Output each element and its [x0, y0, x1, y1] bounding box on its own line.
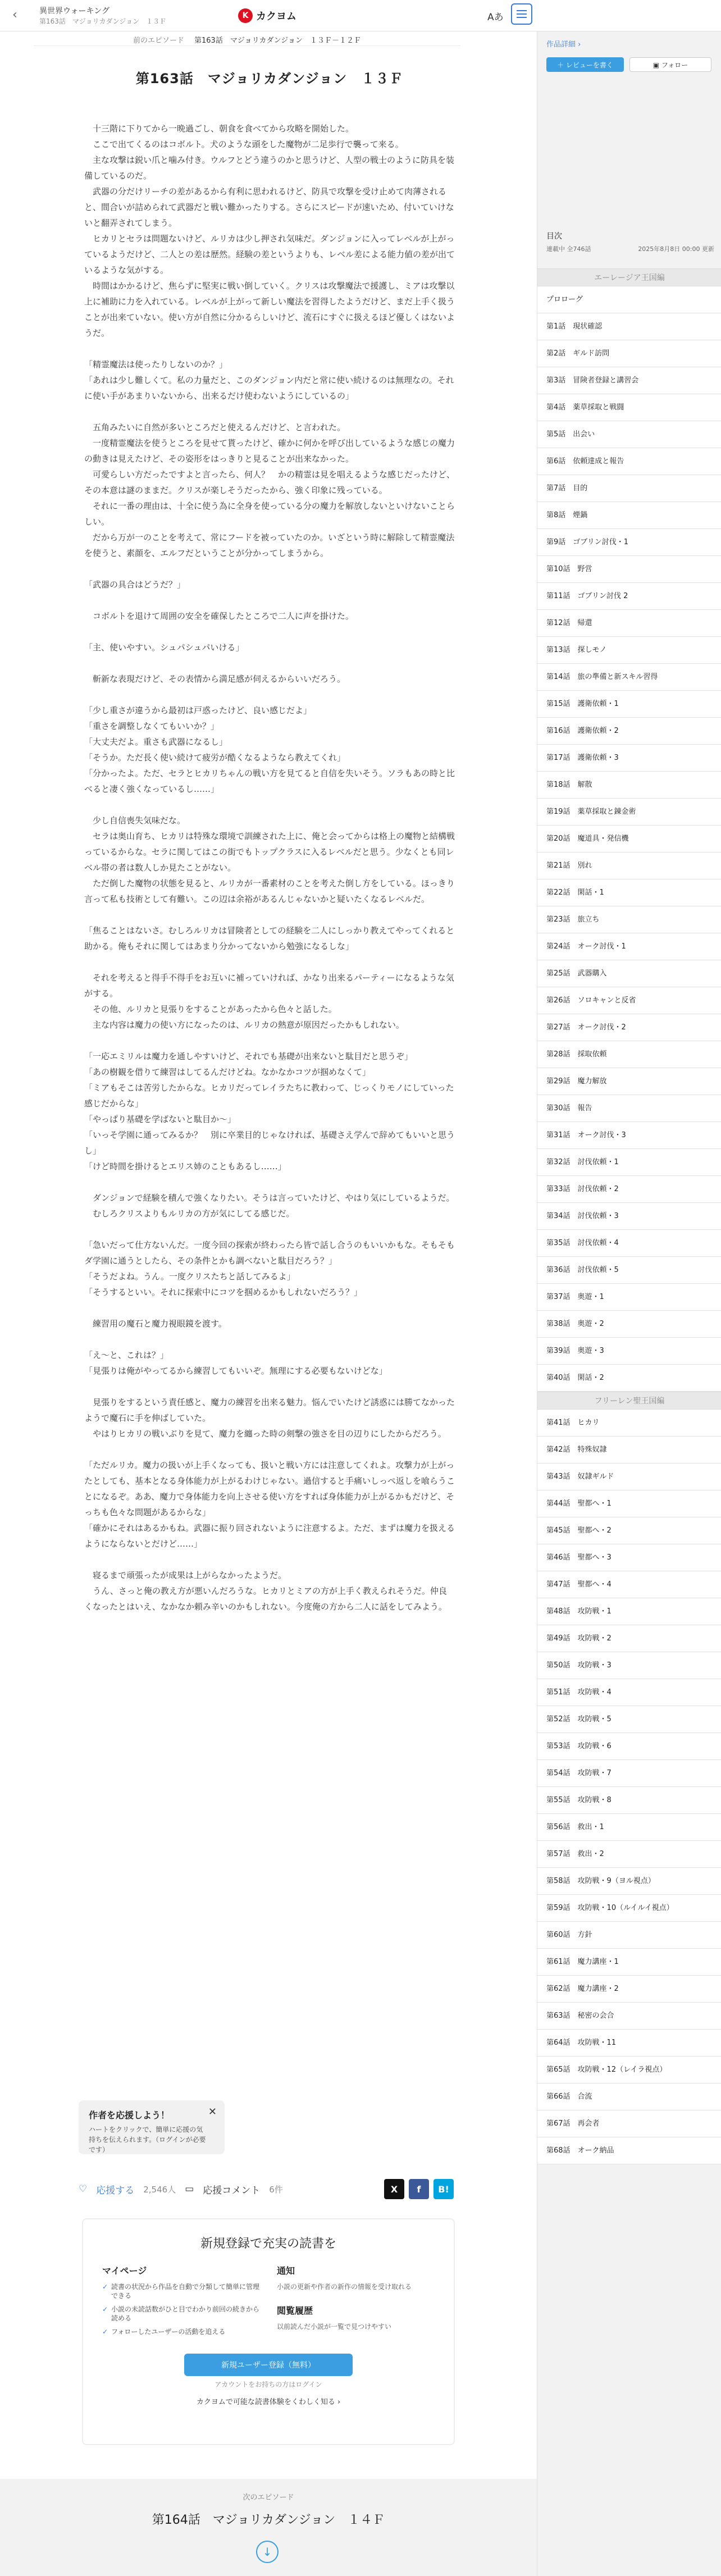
- menu-icon[interactable]: [511, 3, 532, 25]
- hatena-share-button[interactable]: B!: [433, 2179, 454, 2199]
- toc-episode-link[interactable]: 第32話 討伐依頼・1: [537, 1149, 721, 1176]
- body-paragraph: [84, 954, 455, 970]
- toc-episode-link[interactable]: 第39話 奥遊・3: [537, 1338, 721, 1365]
- learn-more-link[interactable]: カクヨムで可能な読書体験をくわしく知る ›: [196, 2398, 341, 2406]
- body-paragraph: それに一番の理由は、十全に使う為に全身を使っている分の魔力を解放しないといけないことらしい。: [84, 501, 455, 527]
- body-paragraph: 「あの樹観を借りて練習はしてるんだけどね。なかなかコツが掴めなくて」: [84, 1067, 371, 1077]
- body-paragraph: むしろクリスよりもルリカの方が気にしてる感じだ。: [84, 1209, 295, 1219]
- toc-episode-link[interactable]: 第45話 聖都へ・2: [537, 1517, 721, 1544]
- episode-title: 第163話 マジョリカダンジョン １３Ｆ: [135, 71, 404, 86]
- body-paragraph: 「精霊魔法は使ったりしないのか？」: [84, 359, 228, 370]
- mypage-title: マイページ: [102, 2265, 147, 2276]
- toc-section-header: エーレージア王国編: [537, 268, 721, 286]
- body-paragraph: 「あれは少し難しくて。私の力量だと、このダンジョン内だと常に使い続けるのは無理なの。それに使い手があまりいないから、出来るだけ使わないようにしているの」: [84, 375, 454, 401]
- body-paragraph: 可愛らしい方だったですよと言ったら、何人？ かの精霊は見を唱えるような感じだったけど、その本意は謎のままだ。クリスが楽しそうだったから、強く印象に残っている。: [84, 469, 455, 495]
- toc-episode-link[interactable]: 第64話 攻防戦・11: [537, 2030, 721, 2057]
- comment-count[interactable]: 6件: [269, 2184, 283, 2195]
- body-paragraph: 「そうだよね。うん。一度クリスたちと話してみるよ」: [84, 1271, 295, 1282]
- body-paragraph: [84, 592, 455, 608]
- toc-label: 目次: [546, 232, 562, 241]
- toc-episode-link[interactable]: 第29話 魔力解放: [537, 1068, 721, 1095]
- body-paragraph: 武器の分だけリーチの差があるから有利に思われるけど、防具で攻撃を受け止めて肉薄されると、間合いが詰められて武器だと戦い難かったりする。さらにスピードが速いため、付いていけないと翻弄されてしまう。: [84, 186, 454, 228]
- body-paragraph: 「けど時間を掛けるとエリス姉のこともあるし……」: [84, 1161, 286, 1171]
- work-detail-link[interactable]: 作品詳細 ›: [546, 40, 581, 49]
- toc-episode-link[interactable]: 第2話 ギルド訪問: [537, 340, 721, 367]
- body-paragraph: [84, 1221, 455, 1237]
- body-paragraph: 「焦ることはないさ。むしろルリカは冒険者としての経験を二人にしっかり教えてやってくれると助かる。俺もそれに関してはあまり分かってないから勉強になるしな」: [84, 925, 455, 951]
- body-paragraph: ここで出てくるのはコボルト。犬のような頭をした魔物が二足歩行で襲って来る。: [84, 139, 404, 149]
- body-paragraph: 斬新な表現だけど、その表情から満足感が伺えるからいいだろう。: [84, 674, 346, 684]
- episode-nav: [34, 34, 460, 46]
- toc-episode-link[interactable]: 第54話 攻防戦・7: [537, 1760, 721, 1787]
- toc-episode-link[interactable]: 第15話 護衛依頼・1: [537, 691, 721, 718]
- toc-episode-link[interactable]: 第58話 攻防戦・9（ヨル視点）: [537, 1868, 721, 1895]
- body-paragraph: 「そうか。ただ長く使い続けて疲労が酷くなるようなら教えてくれ」: [84, 753, 346, 763]
- episode-body: [84, 121, 455, 1615]
- toc-episode-link[interactable]: 第62話 魔力講座・2: [537, 1976, 721, 2003]
- body-paragraph: [84, 1174, 455, 1190]
- sidebar: [537, 0, 721, 2576]
- body-paragraph: ダンジョンで経験を積んで強くなりたい。そうは言っていたけど、やはり気にしているようだ。: [84, 1193, 455, 1203]
- x-share-button[interactable]: X: [384, 2179, 404, 2199]
- body-paragraph: 「ただルリカ。魔力の扱いが上手くなっても、扱いと戦い方には注意してくれよ。攻撃力が上がったとしても、基本となる身体能力が上がるわけじゃない。過信すると手痛いしっぺ返しを喰らうことになるぞ。ああ、魔力で身体能力を向上させる使い方をすれば身体能力が上がるかもだけど、そっちも色々な問題があるからな」: [84, 1460, 455, 1517]
- heart-icon[interactable]: ♡: [79, 2183, 88, 2195]
- toc-episode-link[interactable]: 第27話 オーク討伐・2: [537, 1014, 721, 1041]
- body-paragraph: [84, 1442, 455, 1457]
- toc-episode-link[interactable]: 第20話 魔道具・発信機: [537, 826, 721, 852]
- body-paragraph: その他、ルリカと見張りをすることがあったから色々と話した。: [84, 1004, 337, 1014]
- episode-count: 連載中 全746話: [546, 245, 591, 253]
- body-paragraph: ヒカリとセラは問題ないけど、ルリカは少し押され気味だ。ダンジョンに入ってレベルが上がっているようだけど、二人との差は歴然。経験の差というよりも、レベル差による能力値の差が出ているような気がする。: [84, 234, 455, 275]
- notify-title: 通知: [277, 2265, 295, 2276]
- body-paragraph: [84, 797, 455, 813]
- history-text: 以前読んだ小説が一覧で見つけやすい: [277, 2323, 392, 2331]
- body-paragraph: 見張りをするという責任感と、魔力の練習を出来る魅力。悩んでいたけど誘惑には勝てなかったようで魔石に手を伸ばしていた。: [84, 1397, 455, 1423]
- toc-episode-link[interactable]: 第55話 攻防戦・8: [537, 1787, 721, 1814]
- body-paragraph: ただ倒した魔物の状態を見ると、ルリカが一番素材のことを考えた倒し方をしている。ほっきり言って私も技術として有難い。この辺は余裕があるんじゃないかと疑いたくなるレベルだ。: [84, 878, 455, 904]
- toc-episode-link[interactable]: 第50話 攻防戦・3: [537, 1652, 721, 1679]
- body-paragraph: 「確かにそれはあるかもね。武器に振り回されないように注意するよ。ただ、まずは魔力を扱えるようにならないとだけど……」: [84, 1523, 455, 1549]
- toc-episode-link[interactable]: 第43話 奴隷ギルド: [537, 1463, 721, 1490]
- body-paragraph: 練習用の魔石と魔力視眼鏡を渡す。: [84, 1319, 227, 1329]
- toc-episode-link[interactable]: 第6話 依頼達成と報告: [537, 448, 721, 475]
- toc-episode-link[interactable]: 第24話 オーク討伐・1: [537, 933, 721, 960]
- body-paragraph: [84, 655, 455, 671]
- body-paragraph: 一度精霊魔法を使うところを見せて貰ったけど、確かに何かを呼び出しているような感じの魔力の動きは見えたけど、その姿形をはっきりと見ることが出来なかった。: [84, 438, 455, 464]
- toc-episode-link[interactable]: 第28話 採取依頼: [537, 1041, 721, 1068]
- toc-episode-link[interactable]: プロローグ: [537, 286, 721, 313]
- toc-episode-link[interactable]: 第18話 解散: [537, 772, 721, 799]
- toc-episode-link[interactable]: 第34話 討伐依頼・3: [537, 1203, 721, 1230]
- comment-button[interactable]: 応援コメント: [203, 2185, 261, 2196]
- toc-episode-link[interactable]: 第22話 閑話・1: [537, 879, 721, 906]
- register-button[interactable]: 新規ユーザー登録（無料）: [184, 2354, 353, 2376]
- body-paragraph: 「いっそ学園に通ってみるか？ 別に卒業目的じゃなければ、基礎さえ学んで辞めてもいいと思うし」: [84, 1130, 455, 1156]
- site-logo[interactable]: [238, 8, 296, 23]
- toc-episode-link[interactable]: 第9話 ゴブリン討伐・1: [537, 529, 721, 556]
- toc-episode-link[interactable]: 第60話 方針: [537, 1922, 721, 1949]
- toc-episode-link[interactable]: 第4話 薬草採取と戦闘: [537, 394, 721, 421]
- toc-episode-link[interactable]: 第33話 討伐依頼・2: [537, 1176, 721, 1203]
- body-paragraph: 「一応エミリルは魔力を通しやすいけど、それでも基礎が出来ないと駄目だと思うぞ」: [84, 1051, 413, 1061]
- mypage-feature: ✓ 小説の未読話数がひと目でわかり前回の続きから読める: [102, 2305, 260, 2323]
- body-paragraph: [84, 404, 455, 420]
- toc-episode-link[interactable]: 第36話 討伐依頼・5: [537, 1257, 721, 1284]
- body-paragraph: 主な内容は魔力の使い方になったのは、ルリカの熱意が原因だったかもしれない。: [84, 1020, 404, 1030]
- toc-episode-link[interactable]: 第68話 オーク納品: [537, 2137, 721, 2164]
- top-header: [0, 0, 721, 31]
- body-paragraph: それを考えると得手不得手をお互いに補っていければ、かなり出来るパーティーになるような気がする。: [84, 973, 454, 999]
- toc-episode-link[interactable]: 第5話 出会い: [537, 421, 721, 448]
- cheer-button[interactable]: 応援する: [96, 2185, 135, 2196]
- toc-episode-link[interactable]: 第48話 攻防戦・1: [537, 1598, 721, 1625]
- prev-episode-link[interactable]: 前のエピソード: [133, 37, 185, 45]
- body-paragraph: 「大丈夫だよ。重さも武器になるし」: [84, 737, 228, 747]
- toc-episode-link[interactable]: 第38話 奥遊・2: [537, 1311, 721, 1338]
- toc-episode-link[interactable]: 第19話 薬草採取と錬金術: [537, 799, 721, 826]
- toc-section-header: フリーレン聖王国編: [537, 1392, 721, 1410]
- toc-episode-link[interactable]: 第30話 報告: [537, 1095, 721, 1122]
- toc-episode-link[interactable]: 第7話 目的: [537, 475, 721, 502]
- body-paragraph: [84, 1300, 455, 1316]
- episode-subtitle: 第163話 マジョリカダンジョン １３Ｆ: [39, 17, 167, 25]
- toc-episode-link[interactable]: 第26話 ソロキャンと反省: [537, 987, 721, 1014]
- body-paragraph: [84, 341, 455, 357]
- logo-text: カクヨム: [256, 11, 296, 22]
- body-paragraph: うん、さっと俺の教え方が悪いんだろうな。ヒカリとミアの方が上手く教えられそうだ。仲良くなったとはいえ、なかなか頼み辛いのかもしれない。今度俺の方から二人に話をしてみよう。: [84, 1586, 447, 1612]
- toc-episode-link[interactable]: 第51話 攻防戦・4: [537, 1679, 721, 1706]
- body-paragraph: コボルトを退けて周囲の安全を確保したところで二人に声を掛けた。: [84, 611, 354, 621]
- next-episode[interactable]: [0, 2479, 537, 2576]
- logo-mark-icon: K: [238, 8, 253, 23]
- next-episode-title[interactable]: 第164話 マジョリカダンジョン １４Ｆ: [152, 2513, 385, 2527]
- toc-episode-link[interactable]: 第23話 旅立ち: [537, 906, 721, 933]
- toc-episode-link[interactable]: 第21話 別れ: [537, 852, 721, 879]
- body-paragraph: セラは奥山育ち、ヒカリは特殊な環境で訓練された上に、俺と会ってからは格上の魔物と結構戦っているからな。セラに関してはこの街でもトップクラスに入るレベルだと思う。少なくとも同レベル帯の者は数人しか見たことがない。: [84, 831, 455, 873]
- mypage-feature: ✓ 読書の状況から作品を自動で分類して簡単に管理できる: [102, 2282, 260, 2300]
- toc-episode-link[interactable]: 第11話 ゴブリン討伐 2: [537, 583, 721, 610]
- body-paragraph: [84, 1033, 455, 1048]
- body-paragraph: 主な攻撃は鋭い爪と噛み付き。ウルフとどう違うのかと思うけど、人型の戦士のように防具を装備しているのだ。: [84, 155, 454, 181]
- chevron-left-icon[interactable]: ‹: [12, 8, 17, 22]
- updated-date: 2025年8月8日 00:00 更新: [638, 245, 714, 253]
- body-paragraph: 「分かったよ。ただ、セラとヒカリちゃんの戦い方を見てると自信を失いそう。ソラもあの時と比べると凄く強くなっているし……」: [84, 768, 455, 794]
- body-paragraph: 「少し重さが違うから最初は戸惑ったけど、良い感じだよ」: [84, 705, 312, 715]
- cheer-title: 作者を応援しよう！: [89, 2110, 170, 2121]
- toc-episode-link[interactable]: 第37話 奥遊・1: [537, 1284, 721, 1311]
- text-size-button[interactable]: Aあ: [487, 12, 504, 23]
- toc-episode-link[interactable]: 第31話 オーク討伐・3: [537, 1122, 721, 1149]
- body-paragraph: 「主、使いやすい。シュパシュパいける」: [84, 642, 244, 653]
- body-paragraph: 「急いだって仕方ないんだ。一度今回の探索が終わったら皆で話し合うのもいいかもな。そもそもダ学園に通うとしたら、その条件とかも調べないと駄目だろう？」: [84, 1240, 455, 1266]
- body-paragraph: [84, 907, 455, 923]
- mypage-feature: ✓ フォローしたユーザーの活動を追える: [102, 2327, 260, 2336]
- cheer-text: ハートをクリックで、簡単に応援の気持ちを伝えられます。（ログインが必要です）: [89, 2126, 206, 2154]
- toc-episode-link[interactable]: 第66話 合流: [537, 2083, 721, 2110]
- toc-episode-link[interactable]: 第42話 特殊奴隷: [537, 1437, 721, 1463]
- body-paragraph: 「ミアもそこは苦労したからな。ヒカリだってレイラたちに教わって、じっくりモノにしていった感じだからな」: [84, 1083, 454, 1109]
- body-paragraph: 「見張りは俺がやってるから練習してもいいぞ。無理にする必要もないけどな」: [84, 1366, 387, 1376]
- toc-episode-link[interactable]: 第63話 秘密の会合: [537, 2003, 721, 2030]
- toc-episode-link[interactable]: 第17話 護衛依頼・3: [537, 745, 721, 772]
- body-paragraph: 「え～と、これは？」: [84, 1350, 169, 1360]
- body-paragraph: 「武器の具合はどうだ？」: [84, 580, 186, 590]
- body-paragraph: やはりヒカリの戦いぶりを見て、魔力を纏った時の剣撃の強さを目の辺りにしたからだろう。: [84, 1429, 446, 1439]
- body-paragraph: [84, 1379, 455, 1394]
- toc-episode-link[interactable]: 第14話 旅の準備と新スキル習得: [537, 664, 721, 691]
- toc-episode-link[interactable]: 第49話 攻防戦・2: [537, 1625, 721, 1652]
- cheer-count[interactable]: 2,546人: [143, 2184, 176, 2195]
- register-panel: [82, 2218, 455, 2445]
- toc-episode-link[interactable]: 第41話 ヒカリ: [537, 1410, 721, 1437]
- toc-list: [537, 268, 721, 2164]
- toc-episode-link[interactable]: 第16話 護衛依頼・2: [537, 718, 721, 745]
- body-paragraph: 「そうするといい。それに探索中にコツを掴めるかもしれないだろう？」: [84, 1287, 363, 1297]
- toc-episode-link[interactable]: 第52話 攻防戦・5: [537, 1706, 721, 1733]
- work-title[interactable]: 異世界ウォーキング: [39, 7, 110, 16]
- toc-episode-link[interactable]: 第59話 攻防戦・10（ルイルイ視点）: [537, 1895, 721, 1922]
- body-paragraph: 十三階に下りてから一晩過ごし、朝食を食べてから攻略を開始した。: [84, 124, 354, 134]
- current-episode-label: 第163話 マジョリカダンジョン １３Ｆ－１２Ｆ: [194, 37, 361, 45]
- toc-episode-link[interactable]: 第10話 野営: [537, 556, 721, 583]
- comment-icon[interactable]: ▭: [185, 2183, 194, 2195]
- next-episode-label: 次のエピソード: [243, 2493, 294, 2502]
- body-paragraph: [84, 687, 455, 703]
- toc-episode-link[interactable]: 第40話 閑話・2: [537, 1365, 721, 1392]
- body-paragraph: [84, 1332, 455, 1347]
- toc-episode-link[interactable]: 第3話 冒険者登録と講習会: [537, 367, 721, 394]
- body-paragraph: 時間はかかるけど、焦らずに堅実に戦い倒していく。クリスは攻撃魔法で援護し、ミアは攻撃以上に補助に力を入れている。レベルが上がって新しい魔法を習得したようだけど、まだ上手く扱うことが出来ていない。使い方が自然に分かるらしいけど、流石にすぐに扱えるほど優しくはないようだ。: [84, 281, 455, 338]
- toc-episode-link[interactable]: 第46話 聖都へ・3: [537, 1544, 721, 1571]
- toc-episode-link[interactable]: 第57話 救出・2: [537, 1841, 721, 1868]
- body-paragraph: 寝るまで頑張ったが成果は上がらなかったようだ。: [84, 1570, 287, 1580]
- toc-episode-link[interactable]: 第47話 聖都へ・4: [537, 1571, 721, 1598]
- body-paragraph: 五角みたいに自然が多いところだと使えるんだけど、と言われた。: [84, 422, 346, 432]
- body-paragraph: 少し自信喪失気味だな。: [84, 815, 186, 826]
- toc-episode-link[interactable]: 第1話 現状確認: [537, 313, 721, 340]
- history-title: 閲覧履歴: [277, 2305, 313, 2316]
- register-title: 新規登録で充実の読書を: [200, 2237, 336, 2251]
- login-link[interactable]: アカウントをお持ちの方はログイン: [215, 2381, 322, 2388]
- body-paragraph: [84, 561, 455, 577]
- toc-episode-link[interactable]: 第13話 探しモノ: [537, 637, 721, 664]
- close-icon[interactable]: ✕: [208, 2106, 217, 2118]
- body-paragraph: 「やっぱり基礎を学ばないと駄目か～」: [84, 1114, 236, 1124]
- toc-episode-link[interactable]: 第25話 武器購入: [537, 960, 721, 987]
- body-paragraph: [84, 624, 455, 640]
- review-button[interactable]: ＋ レビューを書く: [546, 57, 624, 72]
- toc-episode-link[interactable]: 第53話 攻防戦・6: [537, 1733, 721, 1760]
- toc-episode-link[interactable]: 第35話 討伐依頼・4: [537, 1230, 721, 1257]
- arrow-down-icon[interactable]: ↓: [256, 2541, 279, 2563]
- toc-episode-link[interactable]: 第65話 攻防戦・12（レイラ視点）: [537, 2057, 721, 2083]
- toc-episode-link[interactable]: 第67話 再会者: [537, 2110, 721, 2137]
- body-paragraph: 「重さを調整しなくてもいいか？」: [84, 721, 220, 731]
- cheer-prompt: [79, 2100, 225, 2154]
- follow-button[interactable]: ▣ フォロー: [629, 57, 711, 72]
- body-paragraph: [84, 1552, 455, 1567]
- toc-episode-link[interactable]: 第12話 帰還: [537, 610, 721, 637]
- body-paragraph: だから万が一のことを考えて、常にフードを被っていたのか。いざという時に解除して精霊魔法を使うと、素顔を、エルフだということが分かってしまうから。: [84, 532, 455, 558]
- toc-episode-link[interactable]: 第44話 聖都へ・1: [537, 1490, 721, 1517]
- toc-episode-link[interactable]: 第56話 救出・1: [537, 1814, 721, 1841]
- facebook-share-button[interactable]: f: [409, 2179, 429, 2199]
- toc-episode-link[interactable]: 第61話 魔力講座・1: [537, 1949, 721, 1976]
- toc-episode-link[interactable]: 第8話 煙鍋: [537, 502, 721, 529]
- notify-text: 小説の更新や作者の新作の情報を受け取れる: [277, 2283, 412, 2291]
